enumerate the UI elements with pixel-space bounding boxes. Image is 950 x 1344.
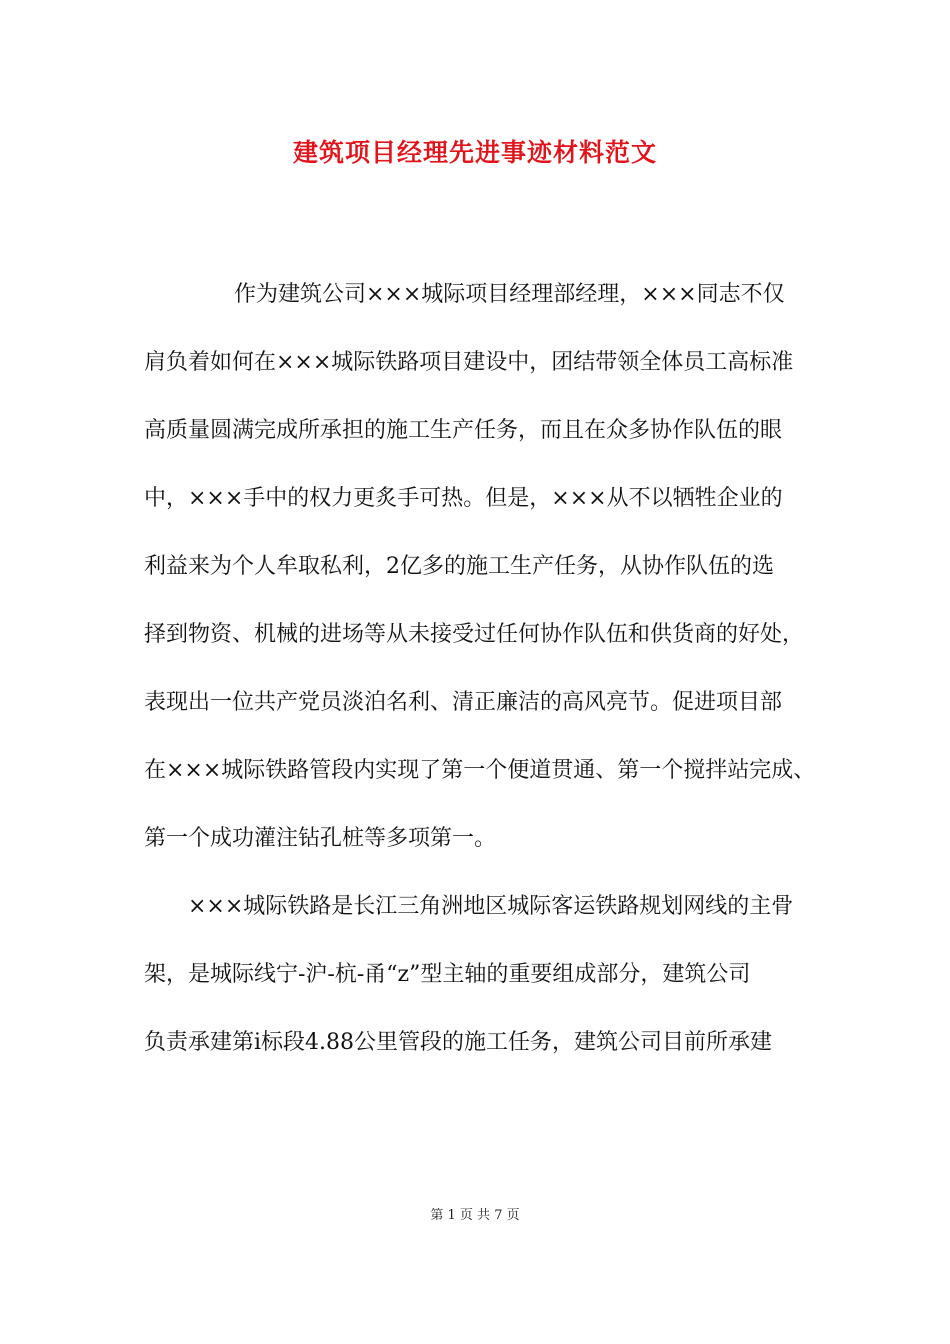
paragraph-1-line-7: 表现出一位共产党员淡泊名利、清正廉洁的高风亮节。促进项目部 (144, 690, 783, 715)
paragraph-1-line-4: 中，×××手中的权力更炙手可热。但是，×××从不以牺牲企业的 (144, 486, 783, 511)
paragraph-2-line-1: ×××城际铁路是长江三角洲地区城际客运铁路规划网线的主骨 (188, 894, 794, 919)
paragraph-1-line-5: 利益来为个人牟取私利，2亿多的施工生产任务，从协作队伍的选 (144, 554, 774, 579)
paragraph-1-line-3: 高质量圆满完成所承担的施工生产任务，而且在众多协作队伍的眼 (144, 418, 783, 443)
paragraph-1-line-8: 在×××城际铁路管段内实现了第一个便道贯通、第一个搅拌站完成、 (144, 758, 816, 783)
document-body (144, 270, 816, 1086)
document-title: 建筑项目经理先进事迹材料范文 (292, 138, 657, 167)
paragraph-2-line-2: 架，是城际线宁-沪-杭-甬“z”型主轴的重要组成部分，建筑公司 (144, 962, 751, 987)
paragraph-1-line-6: 择到物资、机械的进场等从未接受过任何协作队伍和供货商的好处， (144, 622, 805, 647)
paragraph-1-line-1: 作为建筑公司×××城际项目经理部经理，×××同志不仅 (234, 282, 785, 307)
page-number-footer: 第 1 页 共 7 页 (430, 1208, 520, 1223)
paragraph-2-line-3: 负责承建第ⅰ标段4.88公里管段的施工任务，建筑公司目前所承建 (144, 1030, 773, 1055)
paragraph-1-line-9: 第一个成功灌注钻孔桩等多项第一。 (144, 826, 497, 851)
paragraph-1-line-2: 肩负着如何在×××城际铁路项目建设中，团结带领全体员工高标准 (144, 350, 794, 375)
